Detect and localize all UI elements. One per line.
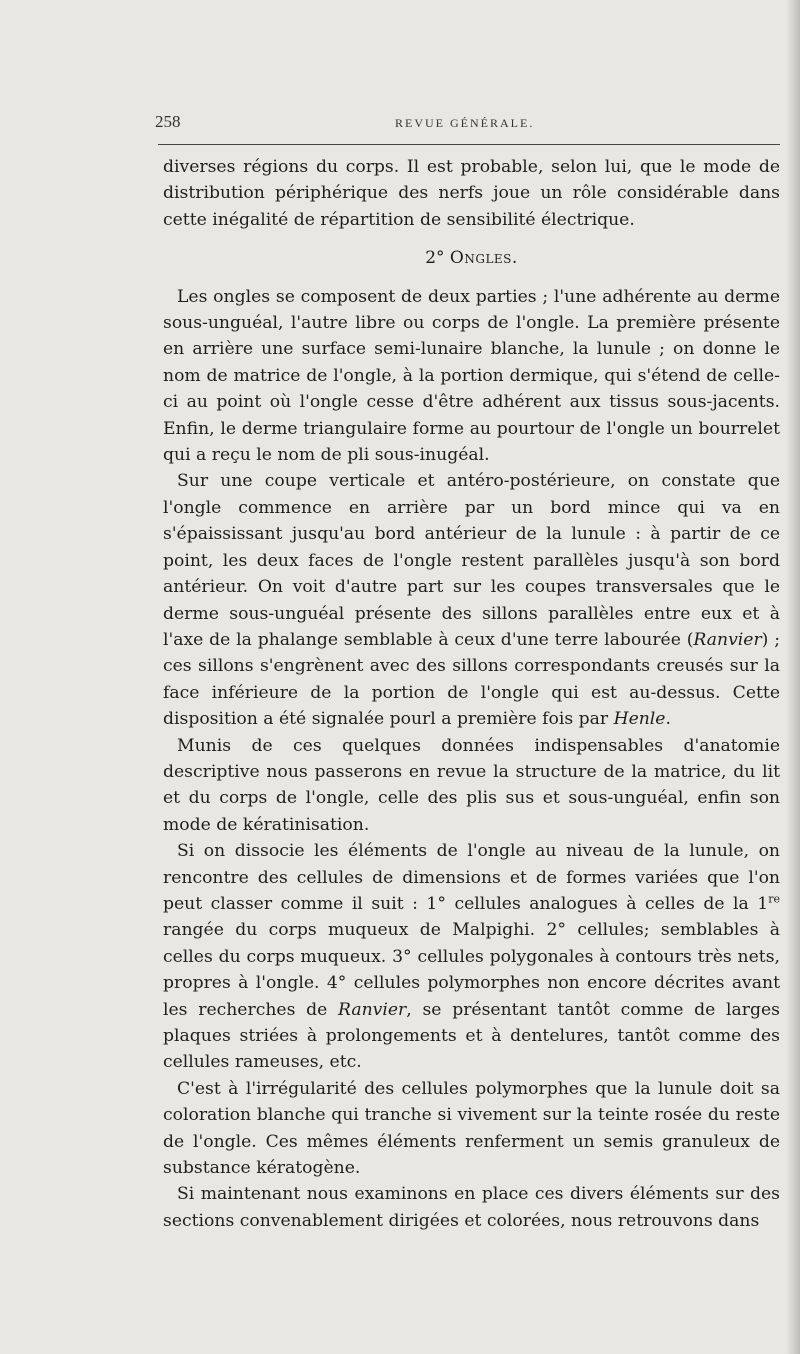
- paragraph-ongles-parts: Les ongles se composent de deux parties ; l'une adhérente au derme sous-unguéal, l'autre libre ou corps de l'ongle. La première présente en arrière une surface semi-lunaire blanche, la lunule ; on donne le nom de matrice de l'ongle, à la portion dermique, qui s'étend de celle-ci au point où l'ongle cesse d'être adhérent aux tissus sous-jacents. Enfin, le derme triangulaire forme au pourtour de l'ongle un bourrelet qui a reçu le nom de pli sous-inugéal.: [163, 286, 780, 466]
- paragraph-continued: diverses régions du corps. Il est probable, selon lui, que le mode de distribution périphérique des nerfs joue un rôle considérable dans cette inégalité de répartition de sensibilité électrique.: [163, 157, 780, 230]
- superscript: re: [768, 892, 780, 906]
- running-head: [155, 112, 779, 136]
- paragraph-donnees: Munis de ces quelques données indispensables d'anatomie descriptive nous passerons en revue la structure de la matrice, du lit et du corps de l'ongle, celle des plis sus et sous-unguéal, enfin son mode de kératinisation.: [163, 735, 780, 835]
- paragraph-dissociation: [163, 838, 780, 1076]
- page-edge-shadow: [786, 0, 800, 1354]
- author-citation: Ranvier: [693, 629, 762, 650]
- body-text: [163, 154, 780, 1234]
- paragraph-text: Sur une coupe verticale et antéro-postérieure, on constate que l'ongle commence en arrière par un bord mince qui va en s'épaississant jusqu'au bord antérieur de la lunule : à partir de ce point, les deux faces de l'ongle restent parallèles jusqu'à son bord antérieur. On voit d'autre part sur les coupes transversales que le derme sous-unguéal présente des sillons parallèles entre eux et à l'axe de la phalange semblable à ceux d'une terre labourée (: [163, 471, 780, 650]
- section-number: 2°: [425, 248, 445, 269]
- section-title: Ongles.: [449, 248, 518, 269]
- paragraph-text: , se présentant tantôt comme de larges plaques striées à prolongements et à dentelures, tantôt comme des cellules rameuses, etc.: [163, 999, 780, 1073]
- author-citation: Henle: [613, 709, 666, 730]
- paragraph-text: ) ; ces sillons s'engrènent avec des sillons correspondants creusés sur la face inférieure de la portion de l'ongle qui est au-dessus. Cette disposition a été signalée pourl a première fois par: [163, 629, 780, 730]
- paragraph-lunule: C'est à l'irrégularité des cellules polymorphes que la lunule doit sa coloration blanche qui tranche si vivement sur la teinte rosée du reste de l'ongle. Ces mêmes éléments renferment un semis granuleux de substance kératogène.: [163, 1078, 780, 1179]
- paragraph-text: .: [665, 709, 671, 730]
- paragraph-text: rangée du corps muqueux de Malpighi. 2° cellules; semblables à celles du corps muqueux. 3° cellules polygonales à contours très nets, propres à l'ongle. 4° cellules polymorphes non encore décrites avant les recherches de: [163, 920, 780, 1020]
- author-citation: Ranvier: [338, 999, 407, 1020]
- header-rule: [158, 144, 780, 145]
- section-heading: [163, 245, 780, 271]
- paragraph-sections: Si maintenant nous examinons en place ces divers éléments sur des sections convenablement dirigées et colorées, nous retrouvons dans: [163, 1184, 780, 1231]
- paragraph-text: Si on dissocie les éléments de l'ongle au niveau de la lunule, on rencontre des cellules de dimensions et de formes variées que l'on peut classer comme il suit : 1° cellules analogues à celles de la 1: [163, 841, 780, 914]
- page-number: 258: [155, 112, 181, 131]
- paragraph-coupe-verticale: [163, 468, 780, 732]
- running-title: REVUE GÉNÉRALE.: [395, 116, 535, 130]
